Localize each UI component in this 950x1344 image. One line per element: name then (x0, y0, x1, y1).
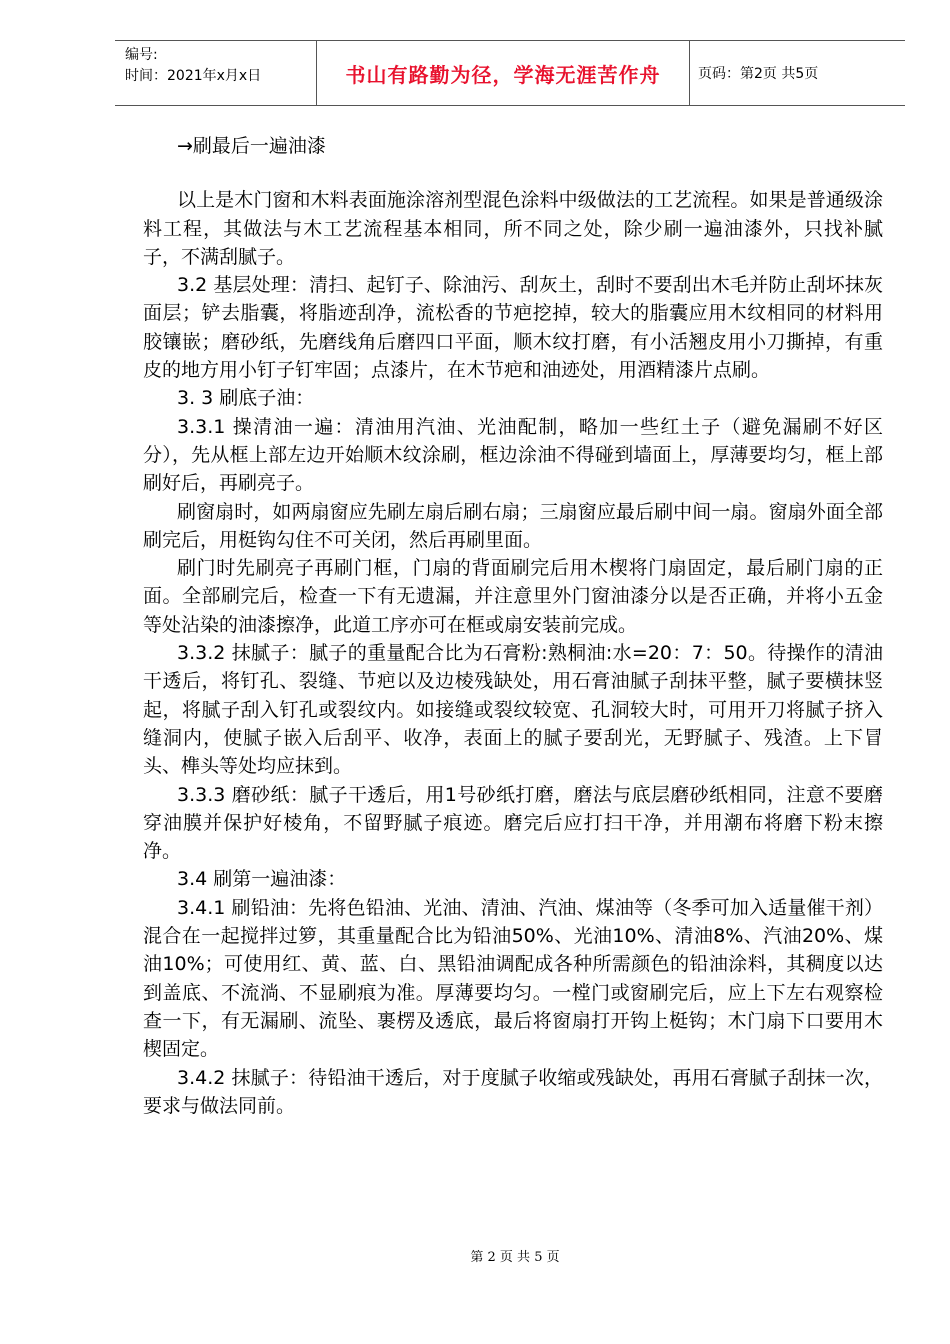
paragraph-3-3-1: 3.3.1 操清油一遍：清油用汽油、光油配制，略加一些红土子（避免漏刷不好区分），先从框上部左边开始顺木纹涂刷，框边涂油不得碰到墙面上，厚薄要均匀，框上部刷好后，再刷亮子。 (143, 415, 883, 495)
paragraph-3-4-1: 3.4.1 刷铅油：先将色铅油、光油、清油、汽油、煤油等（冬季可加入适量催干剂）混合在一起搅拌过箩，其重量配合比为铅油50%、光油10%、清油8%、汽油20%、煤油10%；可使用红、黄、蓝、白、黑铅油调配成各种所需颜色的铅油涂料，其稠度以达到盖底、不流淌、不显刷痕为准。厚薄要均匀。一樘门或窗刷完后，应上下左右观察检查一下，有无漏刷、流坠、裹楞及透底，最后将窗扇打开钩上梃钩；木门扇下口要用木楔固定。 (143, 896, 883, 1061)
paragraph-3-3-3: 3.3.3 磨砂纸：腻子干透后，用1号砂纸打磨，磨法与底层磨砂纸相同，注意不要磨穿油膜并保护好棱角，不留野腻子痕迹。磨完后应打扫干净，并用潮布将磨下粉末擦净。 (143, 783, 883, 863)
paragraph-3-4: 3.4 刷第一遍油漆： (177, 868, 347, 891)
document-time-label: 时间：2021年x月x日 (125, 68, 262, 84)
step-line: →刷最后一遍油漆 (177, 135, 326, 157)
paragraph-3-3: 3. 3 刷底子油： (177, 387, 315, 410)
paragraph-intro: 以上是木门窗和木料表面施涂溶剂型混色涂料中级做法的工艺流程。如果是普通级涂料工程，其做法与木工艺流程基本相同，所不同之处，除少刷一遍油漆外，只找补腻子，不满刮腻子。 (143, 189, 883, 268)
paragraph-3-4-2: 3.4.2 抹腻子：待铅油干透后，对于度腻子收缩或残缺处，再用石膏腻子刮抹一次，要求与做法同前。 (143, 1066, 883, 1117)
document-number-label: 编号: (125, 47, 158, 63)
paragraph-3-3-2: 3.3.2 抹腻子：腻子的重量配合比为石膏粉:熟桐油:水=20：7：50。待操作的清油干透后，将钉孔、裂缝、节疤以及边棱残缺处，用石膏油腻子刮抹平整，腻子要横抹竖起，将腻子刮入钉孔或裂纹内。如接缝或裂纹较宽、孔洞较大时，可用开刀将腻子挤入缝洞内，使腻子嵌入后刮平、收净，表面上的腻子要刮光，无野腻子、残渣。上下冒头、榫头等处均应抹到。 (143, 642, 883, 778)
paragraph-door: 刷门时先刷亮子再刷门框，门扇的背面刷完后用木楔将门扇固定，最后刷门扇的正面。全部刷完后，检查一下有无遗漏，并注意里外门窗油漆分以是否正确，并将小五金等处沾染的油漆擦净，此道工序亦可在框或扇安装前完成。 (143, 557, 883, 636)
document-body (143, 132, 883, 1120)
header-page-number: 页码：第2页 共5页 (698, 66, 819, 82)
page-header (115, 40, 905, 106)
header-meta (115, 41, 316, 105)
page-footer: 第 2 页 共 5 页 (470, 1250, 560, 1265)
header-motto: 书山有路勤为径，学海无涯苦作舟 (316, 41, 690, 105)
paragraph-window: 刷窗扇时，如两扇窗应先刷左扇后刷右扇；三扇窗应最后刷中间一扇。窗扇外面全部刷完后，用梃钩勾住不可关闭，然后再刷里面。 (143, 500, 883, 551)
paragraph-3-2: 3.2 基层处理：清扫、起钉子、除油污、刮灰土，刮时不要刮出木毛并防止刮坏抹灰面层；铲去脂囊，将脂迹刮净，流松香的节疤挖掉，较大的脂囊应用木纹相同的材料用胶镶嵌；磨砂纸，先磨线角后磨四口平面，顺木纹打磨，有小活翘皮用小刀撕掉，有重皮的地方用小钉子钉牢固；点漆片，在木节疤和油迹处，用酒精漆片点刷。 (143, 274, 883, 382)
